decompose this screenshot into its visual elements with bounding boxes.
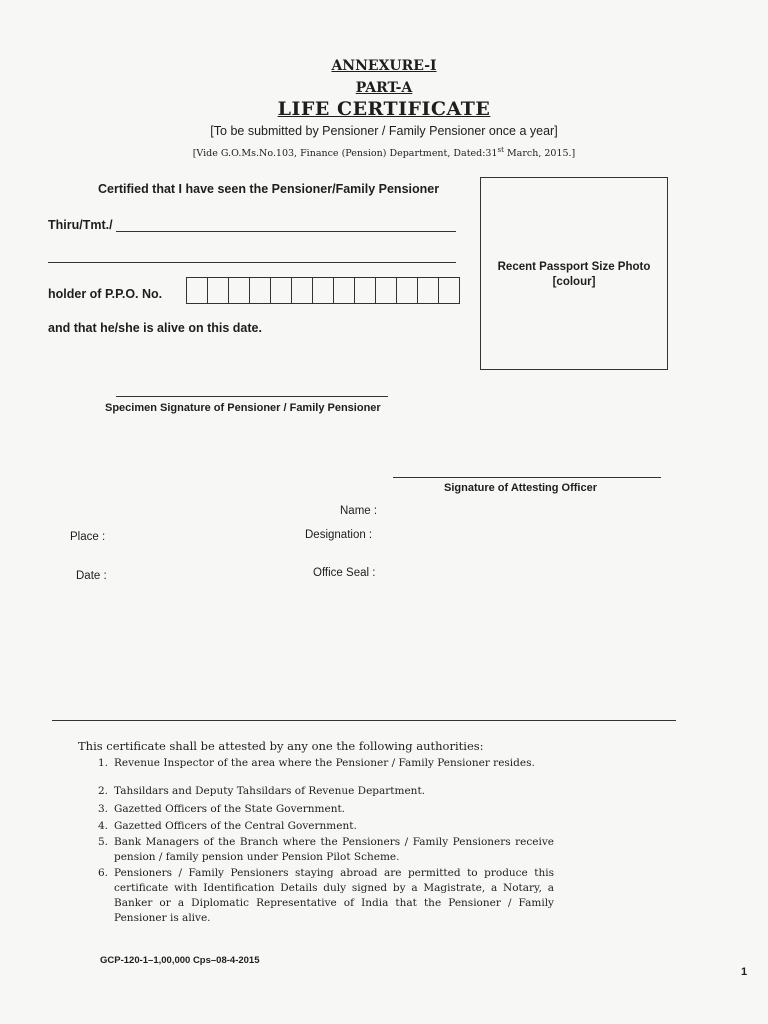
- ppo-digit-box[interactable]: [292, 278, 313, 303]
- print-code: GCP-120-1–1,00,000 Cps–08-4-2015: [100, 955, 260, 966]
- ppo-digit-box[interactable]: [355, 278, 376, 303]
- specimen-signature-line[interactable]: [116, 396, 388, 397]
- ppo-digit-box[interactable]: [439, 278, 459, 303]
- part-heading: PART-A: [355, 80, 413, 96]
- passport-photo-box[interactable]: [480, 177, 668, 370]
- document-title: LIFE CERTIFICATE: [277, 98, 491, 120]
- authority-number: 5.: [98, 836, 109, 848]
- attesting-signature-line[interactable]: [393, 477, 661, 478]
- authority-number: 1.: [98, 757, 109, 769]
- thiru-name-line[interactable]: [116, 231, 456, 232]
- date-label: Date :: [76, 570, 107, 582]
- attesting-signature-label: Signature of Attesting Officer: [444, 482, 597, 494]
- page-number: 1: [741, 966, 748, 978]
- ppo-digit-box[interactable]: [418, 278, 439, 303]
- ppo-number-boxes[interactable]: [186, 277, 460, 304]
- name-label: Name :: [340, 505, 378, 517]
- designation-label: Designation :: [305, 529, 373, 541]
- place-label: Place :: [70, 531, 106, 543]
- office-seal-label: Office Seal :: [313, 567, 376, 579]
- authorities-intro: This certificate shall be attested by any one the following authorities:: [78, 739, 484, 753]
- specimen-signature-label: Specimen Signature of Pensioner / Family Pensioner: [105, 402, 381, 414]
- government-order-reference: [Vide G.O.Ms.No.103, Finance (Pension) Department, Dated:31st March, 2015.]: [192, 146, 576, 160]
- ppo-digit-box[interactable]: [376, 278, 397, 303]
- photo-box-label: Recent Passport Size Photo: [497, 261, 651, 273]
- ppo-digit-box[interactable]: [334, 278, 355, 303]
- ppo-digit-box[interactable]: [250, 278, 271, 303]
- authority-text: Revenue Inspector of the area where the Pensioner / Family Pensioner resides.: [114, 757, 535, 769]
- authority-text: Gazetted Officers of the Central Government.: [114, 820, 357, 832]
- authority-text: Tahsildars and Deputy Tahsildars of Revenue Department.: [114, 785, 426, 797]
- alive-statement: and that he/she is alive on this date.: [48, 321, 262, 335]
- ppo-digit-box[interactable]: [397, 278, 418, 303]
- authority-number: 4.: [98, 820, 109, 832]
- certified-statement: Certified that I have seen the Pensioner/Family Pensioner: [98, 182, 440, 196]
- ppo-label: holder of P.P.O. No.: [48, 287, 163, 301]
- authority-text: Bank Managers of the Branch where the Pensioners / Family Pensioners receive pension / family pension under Pension Pilot Scheme.: [114, 836, 554, 863]
- authority-item: [98, 756, 558, 786]
- ppo-digit-box[interactable]: [187, 278, 208, 303]
- authority-number: 2.: [98, 785, 109, 797]
- authority-number: 6.: [98, 867, 109, 879]
- authority-number: 3.: [98, 803, 109, 815]
- document-subtitle: [To be submitted by Pensioner / Family Pensioner once a year]: [210, 124, 558, 138]
- authority-text: Pensioners / Family Pensioners staying abroad are permitted to produce this certificate with Identification Details duly signed by a Magistrate, a Notary, a Banker or a Diplomatic Representative of India that the Pensioner / Family Pensioner is alive.: [114, 867, 554, 924]
- ppo-digit-box[interactable]: [271, 278, 292, 303]
- ppo-digit-box[interactable]: [208, 278, 229, 303]
- authority-text: Gazetted Officers of the State Government.: [114, 803, 346, 815]
- section-divider: [52, 720, 676, 721]
- thiru-name-continuation-line[interactable]: [48, 262, 456, 263]
- ppo-digit-box[interactable]: [313, 278, 334, 303]
- annexure-heading: ANNEXURE-I: [331, 58, 437, 74]
- photo-box-colour-note: [colour]: [552, 276, 596, 288]
- ppo-digit-box[interactable]: [229, 278, 250, 303]
- thiru-label: Thiru/Tmt./: [48, 218, 113, 232]
